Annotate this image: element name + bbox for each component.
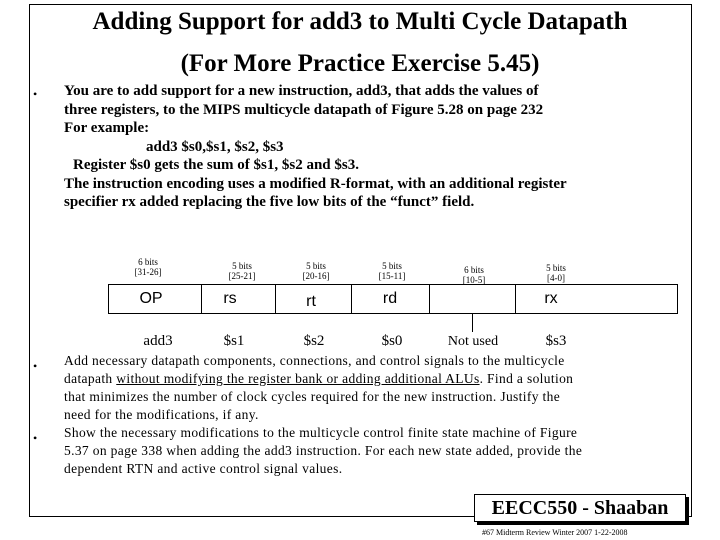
field-rx-name: rx bbox=[544, 290, 558, 307]
bullet1-example: add3 $s0,$s1, $s2, $s3 bbox=[146, 138, 284, 155]
field-rd-bits: 5 bits [15-11] bbox=[378, 261, 406, 281]
bullet2-line: need for the modifications, if any. bbox=[64, 407, 259, 422]
course-badge: EECC550 - Shaaban bbox=[474, 494, 686, 522]
example-rx: $s3 bbox=[545, 333, 567, 349]
bullet2-text bbox=[64, 352, 694, 424]
field-rt-bits: 5 bits [20-16] bbox=[302, 261, 330, 281]
slide-footer-info: #67 Midterm Review Winter 2007 1-22-2008 bbox=[482, 528, 628, 537]
field-divider bbox=[429, 285, 430, 313]
example-rs: $s1 bbox=[223, 333, 245, 349]
slide-title-line1: Adding Support for add3 to Multi Cycle Datapath bbox=[92, 8, 628, 35]
field-rx-bits: 5 bits [4-0] bbox=[546, 263, 566, 283]
example-rt: $s2 bbox=[303, 333, 325, 349]
bullet1-text bbox=[64, 82, 694, 212]
field-rs-bits: 5 bits [25-21] bbox=[228, 261, 256, 281]
field-op-name: OP bbox=[139, 290, 163, 307]
bullet2-line: datapath without modifying the register bank or adding additional ALUs. Find a solution bbox=[64, 371, 574, 386]
bullet3-line: 5.37 on page 338 when adding the add3 instruction. For each new state added, provide the bbox=[64, 443, 583, 458]
field-unused-bits: 6 bits [10-5] bbox=[462, 265, 486, 285]
bullet-marker: • bbox=[33, 431, 38, 445]
bullet1-line: The instruction encoding uses a modified R-format, with an additional register bbox=[64, 175, 567, 192]
field-rs-name: rs bbox=[223, 290, 237, 307]
bullet1-line: Register $s0 gets the sum of $s1, $s2 and $s3. bbox=[73, 157, 359, 173]
bullet2-line: that minimizes the number of clock cycles required for the new instruction. Justify the bbox=[64, 389, 561, 404]
bullet3-text bbox=[64, 424, 694, 478]
field-rt-name: rt bbox=[306, 293, 316, 310]
example-rd: $s0 bbox=[381, 333, 403, 349]
bullet1-line: For example: bbox=[64, 120, 150, 136]
bullet1-line: three registers, to the MIPS multicycle datapath of Figure 5.28 on page 232 bbox=[64, 101, 544, 118]
field-rd-name: rd bbox=[382, 290, 398, 307]
example-op: add3 bbox=[143, 333, 173, 349]
field-op-bits: 6 bits [31-26] bbox=[134, 257, 162, 277]
not-used-arrow bbox=[472, 314, 473, 332]
bullet1-line: specifier rx added replacing the five low bits of the “funct” field. bbox=[64, 194, 475, 210]
bullet-marker: • bbox=[33, 359, 38, 373]
bullet1-line: You are to add support for a new instruction, add3, that adds the values of bbox=[64, 83, 539, 99]
bullet2-line: Add necessary datapath components, connections, and control signals to the multicycle bbox=[64, 353, 565, 368]
bullet3-line: Show the necessary modifications to the multicycle control finite state machine of Figure bbox=[64, 425, 578, 440]
bullet3-line: dependent RTN and active control signal values. bbox=[64, 461, 343, 476]
underlined-constraint: without modifying the register bank or adding additional ALUs bbox=[116, 371, 480, 386]
example-unused: Not used bbox=[447, 334, 499, 349]
slide-title-line2: (For More Practice Exercise 5.45) bbox=[180, 50, 540, 77]
bullet-marker: • bbox=[33, 87, 38, 101]
